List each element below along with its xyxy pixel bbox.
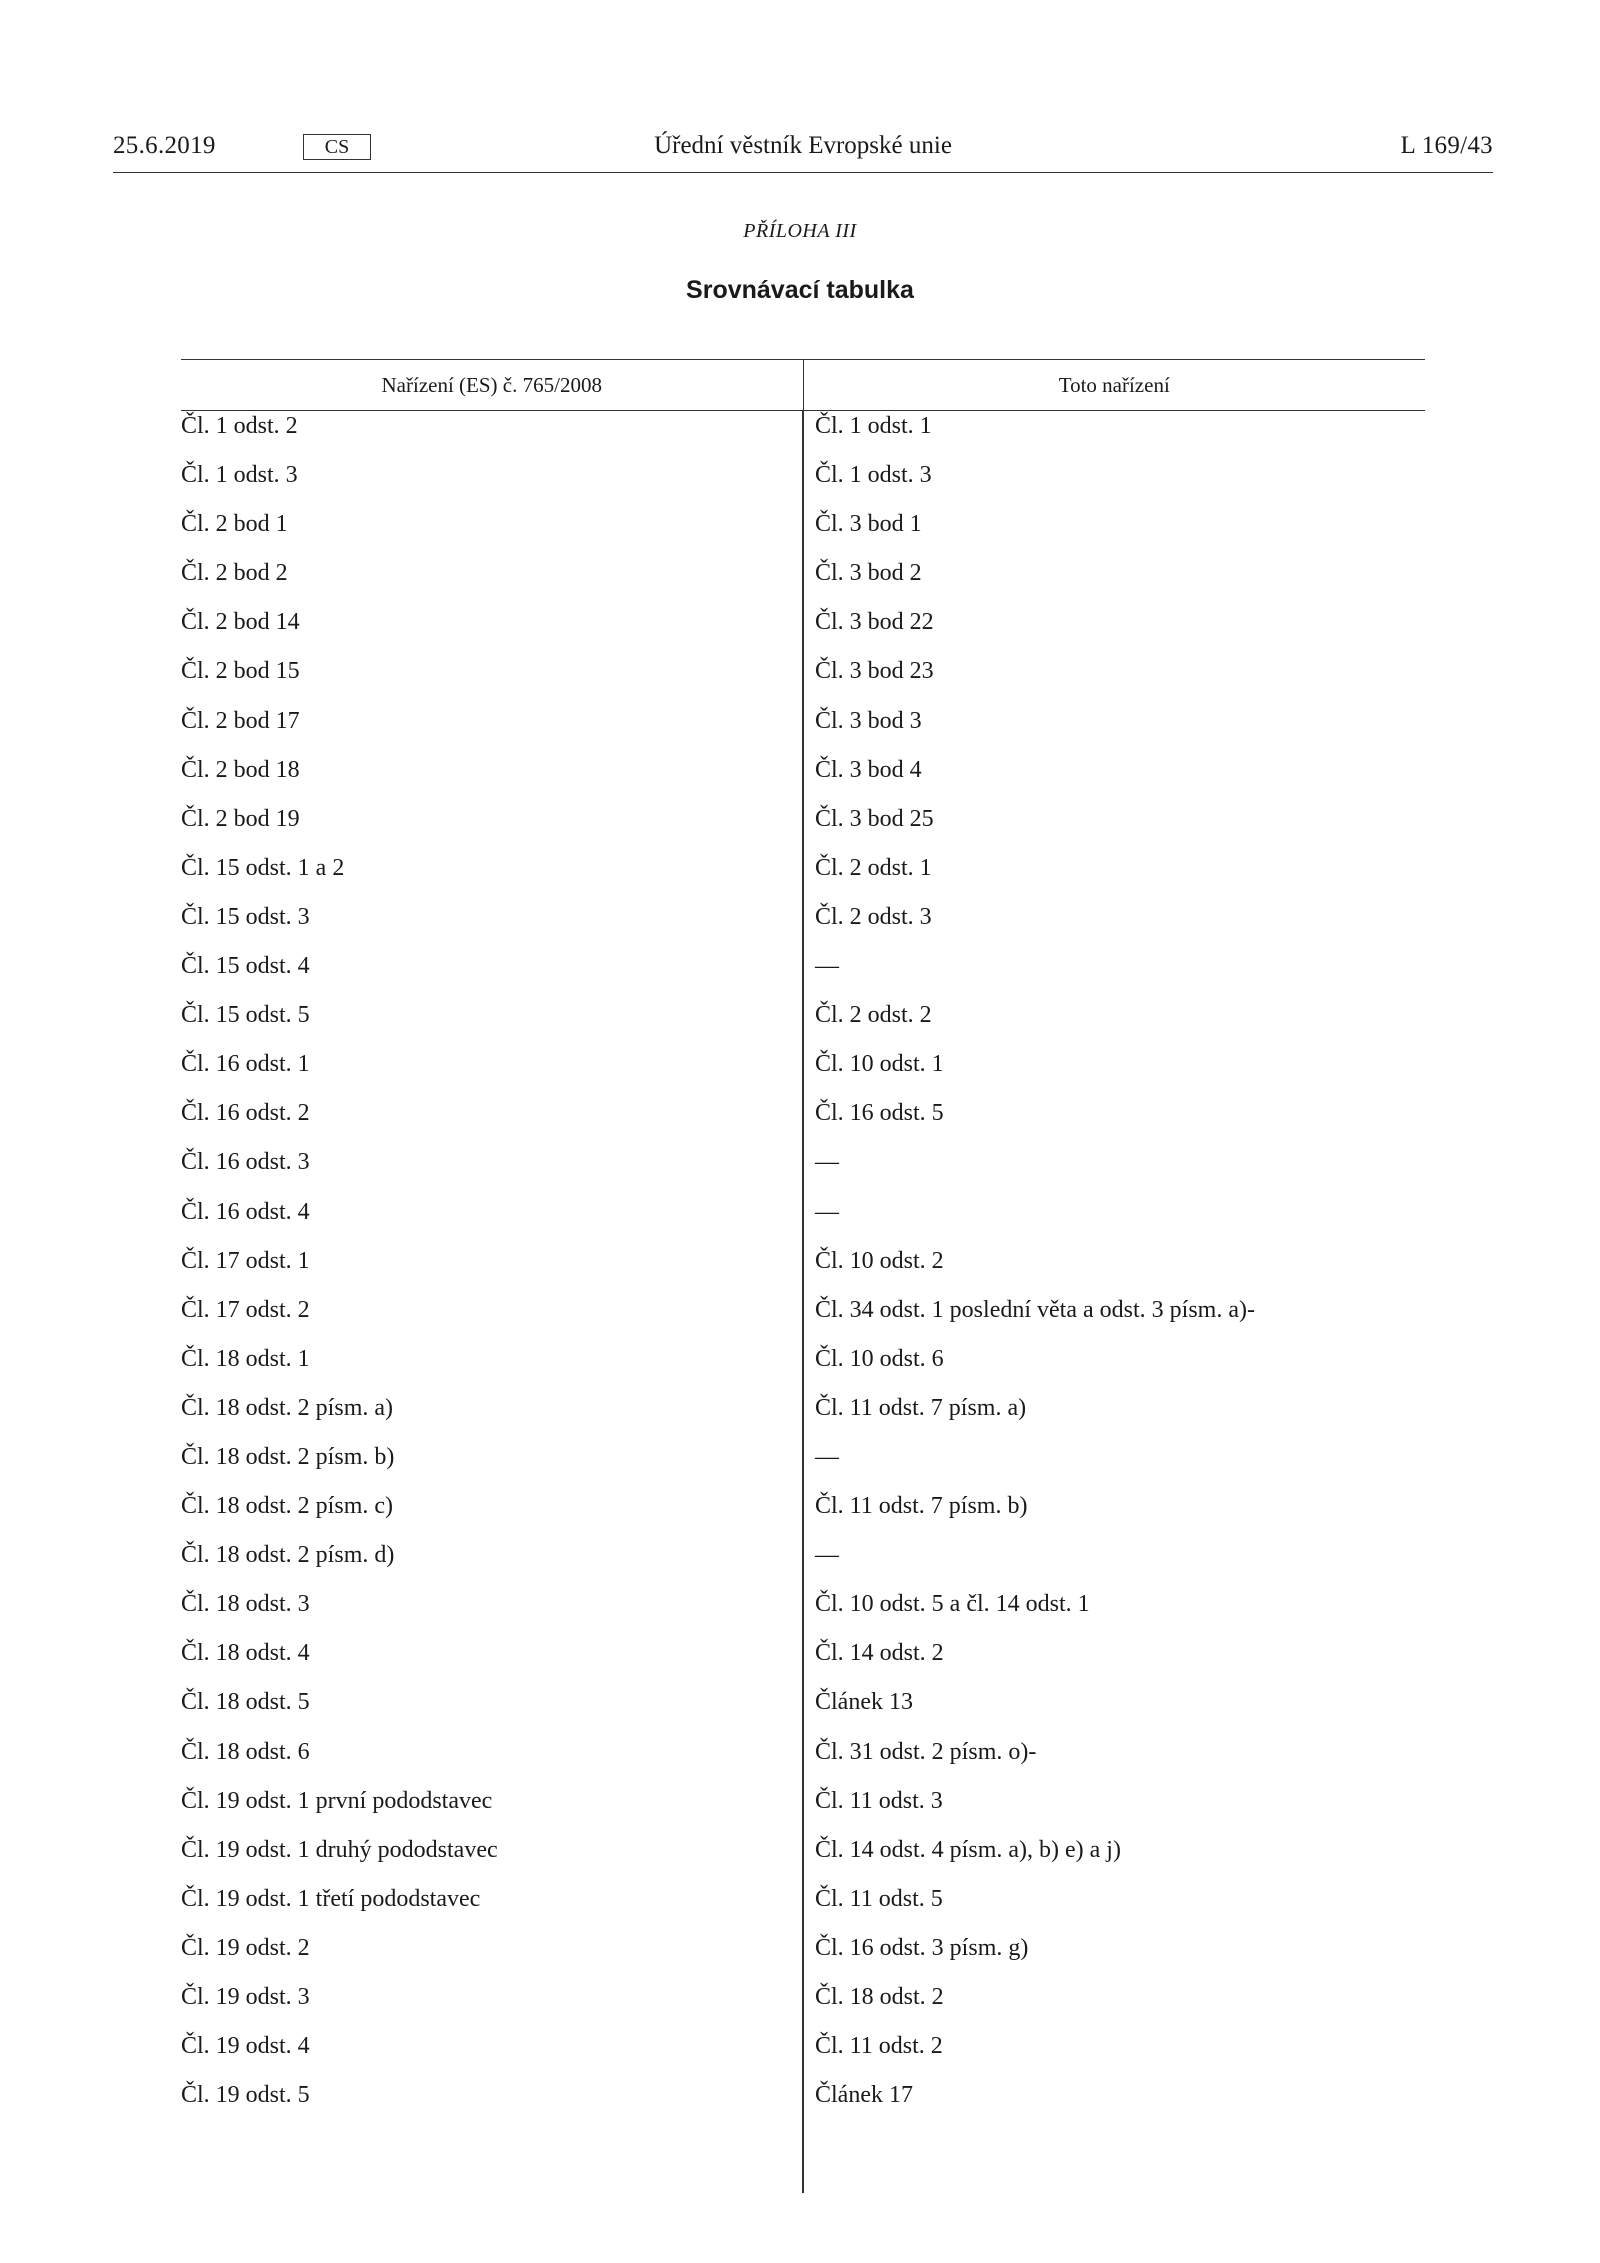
language-code-box: CS	[303, 134, 371, 160]
cell-this-regulation: Čl. 2 odst. 1	[815, 854, 932, 881]
cell-this-regulation: Čl. 16 odst. 3 písm. g)	[815, 1934, 1029, 1961]
cell-old-regulation: Čl. 1 odst. 2	[181, 413, 298, 439]
cell-this-regulation: Čl. 31 odst. 2 písm. o)-	[815, 1738, 1037, 1765]
cell-old-regulation: Čl. 17 odst. 2	[181, 1296, 310, 1323]
cell-this-regulation: Čl. 3 bod 3	[815, 707, 922, 734]
cell-this-regulation: Čl. 11 odst. 7 písm. b)	[815, 1493, 1028, 1520]
cell-this-regulation: Čl. 16 odst. 5	[815, 1100, 944, 1127]
cell-old-regulation: Čl. 17 odst. 1	[181, 1247, 310, 1274]
table-body	[181, 411, 1425, 2129]
cell-old-regulation: Čl. 16 odst. 4	[181, 1198, 310, 1225]
cell-this-regulation: Článek 13	[815, 1689, 913, 1716]
column-header-this-regulation: Toto nařízení	[1058, 373, 1170, 397]
cell-this-regulation: Čl. 2 odst. 2	[815, 1002, 932, 1029]
cell-this-regulation: —	[815, 1443, 839, 1470]
cell-this-regulation: Čl. 11 odst. 5	[815, 1885, 943, 1912]
cell-old-regulation: Čl. 2 bod 1	[181, 511, 288, 538]
cell-old-regulation: Čl. 19 odst. 1 první pododstavec	[181, 1787, 493, 1814]
cell-this-regulation: Čl. 2 odst. 3	[815, 903, 932, 930]
cell-old-regulation: Čl. 1 odst. 3	[181, 462, 298, 489]
correlation-table	[181, 359, 1425, 2129]
publication-date: 25.6.2019	[113, 132, 216, 159]
cell-this-regulation: Čl. 14 odst. 4 písm. a), b) e) a j)	[815, 1836, 1121, 1863]
document-title: Srovnávací tabulka	[686, 276, 914, 304]
cell-this-regulation: —	[815, 1198, 839, 1225]
cell-this-regulation: Čl. 1 odst. 3	[815, 462, 932, 489]
table-header-row	[181, 360, 1425, 411]
cell-old-regulation: Čl. 16 odst. 2	[181, 1100, 310, 1127]
cell-this-regulation: Čl. 11 odst. 7 písm. a)	[815, 1394, 1027, 1421]
cell-this-regulation: Čl. 10 odst. 2	[815, 1247, 944, 1274]
cell-old-regulation: Čl. 2 bod 19	[181, 805, 300, 832]
cell-this-regulation: Čl. 3 bod 25	[815, 805, 934, 832]
cell-old-regulation: Čl. 18 odst. 4	[181, 1640, 310, 1667]
cell-old-regulation: Čl. 15 odst. 5	[181, 1002, 310, 1029]
page-header	[113, 128, 1493, 173]
cell-this-regulation: —	[815, 1542, 839, 1569]
cell-this-regulation: Čl. 11 odst. 3	[815, 1787, 943, 1814]
cell-old-regulation: Čl. 18 odst. 2 písm. a)	[181, 1394, 394, 1421]
cell-this-regulation: Čl. 10 odst. 1	[815, 1051, 944, 1078]
cell-old-regulation: Čl. 15 odst. 3	[181, 903, 310, 930]
cell-this-regulation: Čl. 10 odst. 6	[815, 1345, 944, 1372]
cell-old-regulation: Čl. 19 odst. 1 třetí pododstavec	[181, 1885, 481, 1912]
cell-this-regulation: Čl. 18 odst. 2	[815, 1984, 944, 2010]
cell-old-regulation: Čl. 18 odst. 2 písm. b)	[181, 1443, 395, 1470]
cell-old-regulation: Čl. 18 odst. 2 písm. c)	[181, 1493, 394, 1520]
cell-this-regulation: Čl. 3 bod 23	[815, 658, 934, 685]
column-divider	[802, 411, 804, 2193]
cell-old-regulation: Čl. 16 odst. 3	[181, 1149, 310, 1176]
journal-name: Úřední věstník Evropské unie	[654, 132, 952, 159]
cell-old-regulation: Čl. 19 odst. 3	[181, 1984, 310, 2010]
cell-old-regulation: Čl. 2 bod 15	[181, 658, 300, 685]
column-header-old-regulation: Nařízení (ES) č. 765/2008	[181, 360, 804, 410]
cell-old-regulation: Čl. 19 odst. 2	[181, 1934, 310, 1961]
cell-this-regulation: Čl. 3 bod 1	[815, 511, 922, 538]
cell-this-regulation: Čl. 3 bod 4	[815, 756, 922, 783]
cell-this-regulation: Čl. 11 odst. 2	[815, 2033, 943, 2060]
cell-this-regulation: —	[815, 953, 839, 980]
cell-this-regulation: Čl. 1 odst. 1	[815, 413, 932, 439]
cell-old-regulation: Čl. 18 odst. 1	[181, 1345, 310, 1372]
cell-old-regulation: Čl. 2 bod 18	[181, 756, 300, 783]
cell-old-regulation: Čl. 15 odst. 4	[181, 953, 310, 980]
cell-old-regulation: Čl. 2 bod 2	[181, 560, 288, 587]
cell-this-regulation: —	[815, 1149, 839, 1176]
cell-old-regulation: Čl. 19 odst. 4	[181, 2033, 310, 2060]
cell-old-regulation: Čl. 19 odst. 1 druhý pododstavec	[181, 1836, 498, 1863]
cell-old-regulation: Čl. 19 odst. 5	[181, 2082, 310, 2109]
cell-old-regulation: Čl. 16 odst. 1	[181, 1051, 310, 1078]
cell-this-regulation: Článek 17	[815, 2082, 913, 2109]
cell-this-regulation: Čl. 14 odst. 2	[815, 1640, 944, 1667]
cell-this-regulation: Čl. 3 bod 22	[815, 609, 934, 636]
cell-old-regulation: Čl. 18 odst. 2 písm. d)	[181, 1542, 395, 1569]
cell-this-regulation: Čl. 34 odst. 1 poslední věta a odst. 3 písm. a)-	[815, 1296, 1255, 1323]
cell-old-regulation: Čl. 2 bod 14	[181, 609, 300, 636]
cell-old-regulation: Čl. 18 odst. 5	[181, 1689, 310, 1716]
cell-this-regulation: Čl. 10 odst. 5 a čl. 14 odst. 1	[815, 1591, 1090, 1618]
cell-old-regulation: Čl. 18 odst. 3	[181, 1591, 310, 1618]
cell-this-regulation: Čl. 3 bod 2	[815, 560, 922, 587]
annex-label: PŘÍLOHA III	[743, 220, 857, 242]
cell-old-regulation: Čl. 15 odst. 1 a 2	[181, 854, 345, 881]
cell-old-regulation: Čl. 2 bod 17	[181, 707, 300, 734]
page-reference: L 169/43	[1400, 132, 1493, 159]
cell-old-regulation: Čl. 18 odst. 6	[181, 1738, 310, 1765]
